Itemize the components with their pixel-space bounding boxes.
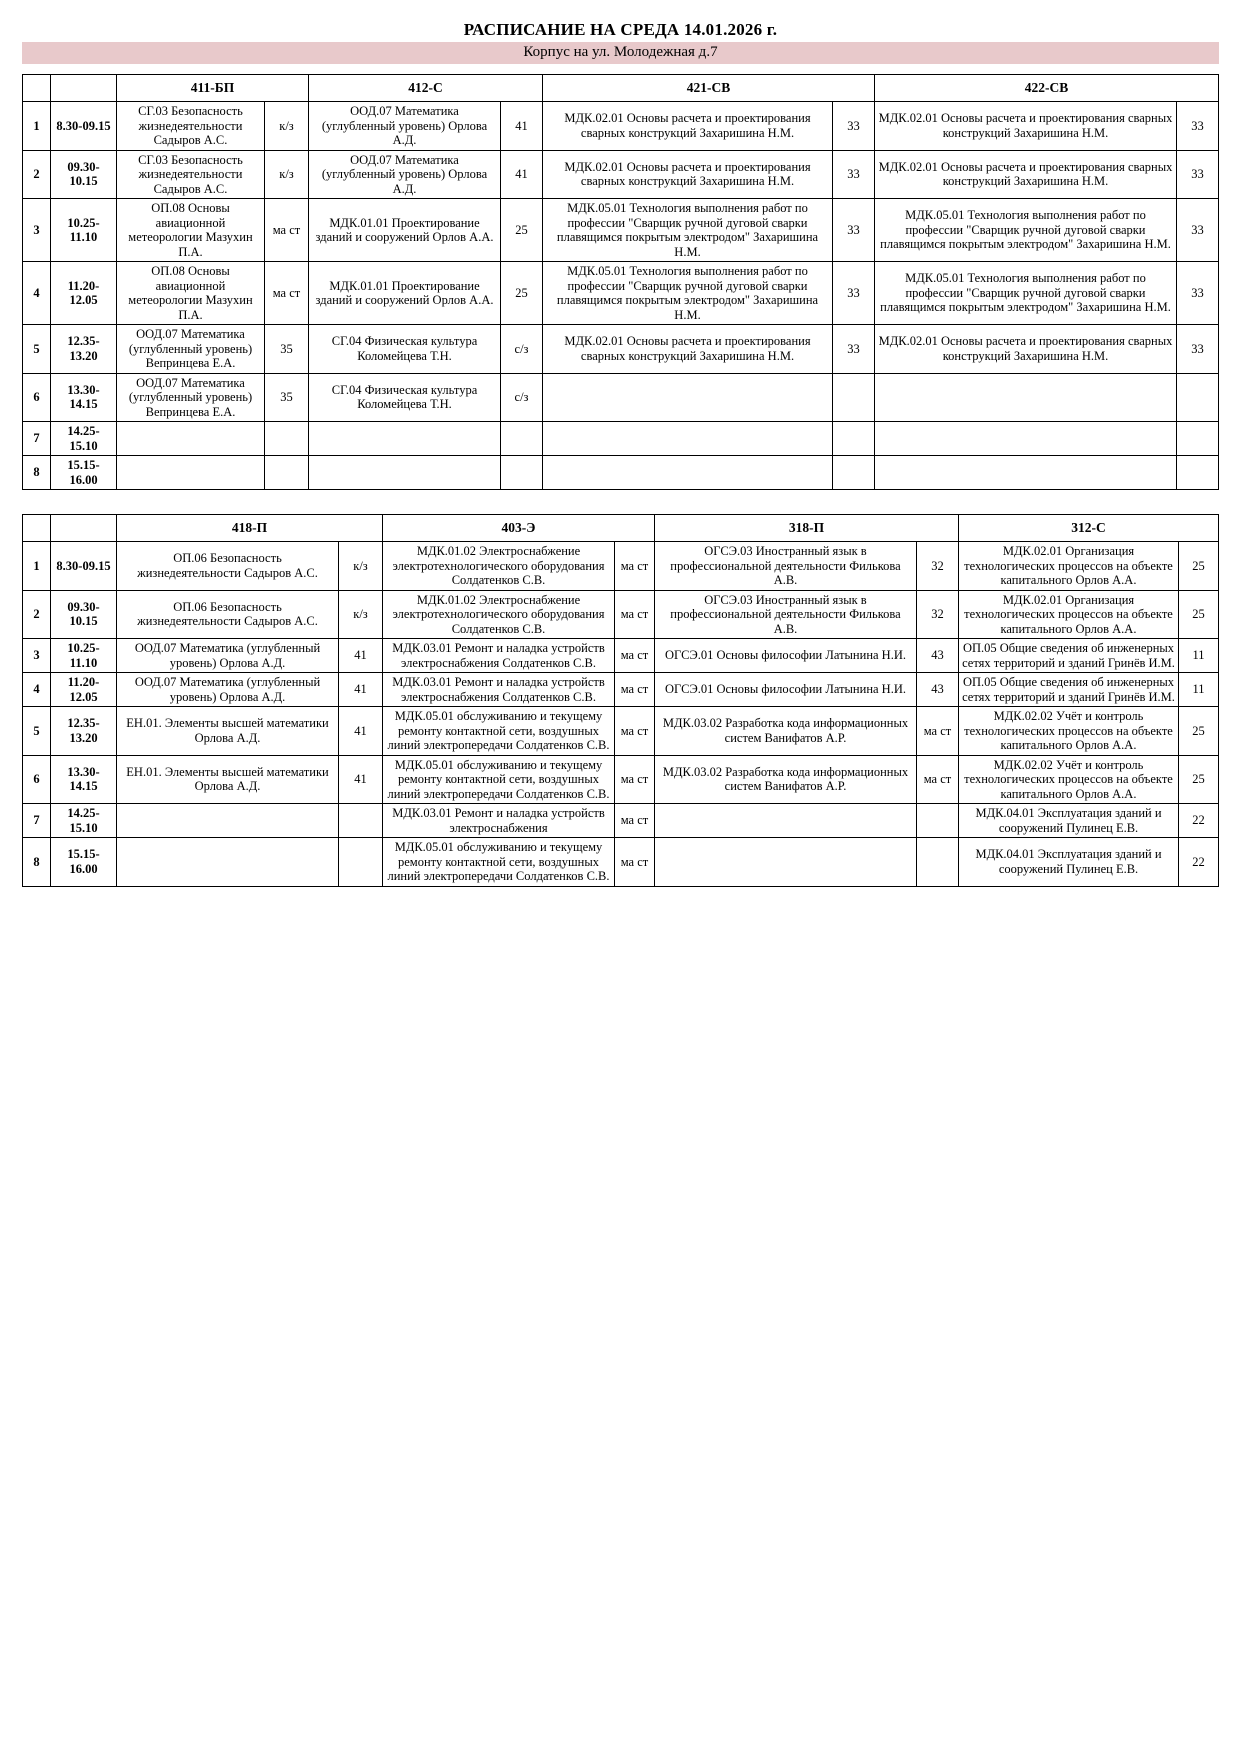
lesson-number: 4 xyxy=(23,673,51,707)
lesson-number: 2 xyxy=(23,150,51,199)
room-cell xyxy=(917,804,959,838)
lesson-number: 3 xyxy=(23,199,51,262)
room-cell: 41 xyxy=(501,102,543,151)
lesson-cell: ЕН.01. Элементы высшей математики Орлова А.Д. xyxy=(117,707,339,756)
lesson-cell: МДК.02.01 Организация технологических процессов на объекте капитального Орлов А.А. xyxy=(959,590,1179,639)
room-cell: 25 xyxy=(501,199,543,262)
room-cell: 32 xyxy=(917,542,959,591)
lesson-time: 15.15-16.00 xyxy=(51,456,117,490)
lesson-cell: МДК.01.01 Проектирование зданий и сооружений Орлов А.А. xyxy=(309,199,501,262)
lesson-time: 14.25-15.10 xyxy=(51,804,117,838)
lesson-cell: МДК.03.01 Ремонт и наладка устройств электроснабжения xyxy=(383,804,615,838)
lesson-cell: МДК.02.01 Основы расчета и проектирования сварных конструкций Захаришина Н.М. xyxy=(875,150,1177,199)
room-cell: 33 xyxy=(833,262,875,325)
lesson-time: 09.30-10.15 xyxy=(51,590,117,639)
lesson-cell: СГ.04 Физическая культура Коломейцева Т.Н. xyxy=(309,325,501,374)
lesson-cell: ОП.08 Основы авиационной метеорологии Мазухин П.А. xyxy=(117,199,265,262)
lesson-number: 8 xyxy=(23,838,51,887)
lesson-cell: МДК.02.01 Основы расчета и проектирования сварных конструкций Захаришина Н.М. xyxy=(543,102,833,151)
lesson-cell: ОГСЭ.01 Основы философии Латынина Н.И. xyxy=(655,639,917,673)
lesson-cell: МДК.05.01 обслуживанию и текущему ремонту контактной сети, воздушных линий электропередачи Солдатенков С.В. xyxy=(383,838,615,887)
lesson-time: 12.35-13.20 xyxy=(51,707,117,756)
room-cell: ма ст xyxy=(615,838,655,887)
room-cell xyxy=(833,456,875,490)
lesson-time: 13.30-14.15 xyxy=(51,755,117,804)
lesson-time: 8.30-09.15 xyxy=(51,102,117,151)
room-cell xyxy=(917,838,959,887)
lesson-cell: МДК.05.01 обслуживанию и текущему ремонту контактной сети, воздушных линий электропередачи Солдатенков С.В. xyxy=(383,755,615,804)
room-cell: 35 xyxy=(265,373,309,422)
group-header: 418-П xyxy=(117,515,383,542)
lesson-cell: ООД.07 Математика (углубленный уровень) Вепринцева Е.А. xyxy=(117,373,265,422)
lesson-cell xyxy=(117,422,265,456)
room-cell: ма ст xyxy=(917,707,959,756)
lesson-cell: СГ.03 Безопасность жизнедеятельности Садыров А.С. xyxy=(117,102,265,151)
room-cell: 32 xyxy=(917,590,959,639)
table-row xyxy=(23,838,1219,887)
room-cell: 25 xyxy=(1179,707,1219,756)
room-cell: ма ст xyxy=(265,262,309,325)
room-cell: 11 xyxy=(1179,639,1219,673)
lesson-cell: МДК.02.01 Основы расчета и проектирования сварных конструкций Захаришина Н.М. xyxy=(875,325,1177,374)
room-cell: 41 xyxy=(339,755,383,804)
room-cell: ма ст xyxy=(265,199,309,262)
room-cell: 33 xyxy=(1177,325,1219,374)
room-cell xyxy=(501,456,543,490)
lesson-cell: МДК.05.01 обслуживанию и текущему ремонту контактной сети, воздушных линий электропередачи Солдатенков С.В. xyxy=(383,707,615,756)
lesson-cell: МДК.03.01 Ремонт и наладка устройств электроснабжения Солдатенков С.В. xyxy=(383,673,615,707)
room-cell xyxy=(339,838,383,887)
lesson-cell: МДК.03.02 Разработка кода информационных систем Ванифатов А.Р. xyxy=(655,707,917,756)
room-cell xyxy=(1177,456,1219,490)
lesson-cell: МДК.02.02 Учёт и контроль технологических процессов на объекте капитального Орлов А.А. xyxy=(959,755,1179,804)
table-row xyxy=(23,755,1219,804)
lesson-cell: ОГСЭ.03 Иностранный язык в профессиональной деятельности Филькова А.В. xyxy=(655,590,917,639)
room-cell xyxy=(833,422,875,456)
room-cell xyxy=(501,422,543,456)
table-row xyxy=(23,102,1219,151)
lesson-cell: МДК.02.01 Основы расчета и проектирования сварных конструкций Захаришина Н.М. xyxy=(543,325,833,374)
lesson-cell: ОП.05 Общие сведения об инженерных сетях территорий и зданий Гринёв И.М. xyxy=(959,673,1179,707)
lesson-time: 15.15-16.00 xyxy=(51,838,117,887)
lesson-cell: МДК.05.01 Технология выполнения работ по профессии "Сварщик ручной дуговой сварки плавящимся покрытым электродом" Захаришина Н.М. xyxy=(543,199,833,262)
lesson-cell: МДК.05.01 Технология выполнения работ по профессии "Сварщик ручной дуговой сварки плавящимся покрытым электродом" Захаришина Н.М. xyxy=(875,199,1177,262)
table-row xyxy=(23,707,1219,756)
lesson-cell: ООД.07 Математика (углубленный уровень) Орлова А.Д. xyxy=(309,150,501,199)
room-cell: 33 xyxy=(833,150,875,199)
lesson-number: 4 xyxy=(23,262,51,325)
lesson-cell: ЕН.01. Элементы высшей математики Орлова А.Д. xyxy=(117,755,339,804)
lesson-cell: МДК.02.01 Основы расчета и проектирования сварных конструкций Захаришина Н.М. xyxy=(875,102,1177,151)
lesson-time: 11.20-12.05 xyxy=(51,673,117,707)
room-cell: 25 xyxy=(1179,590,1219,639)
room-cell: 43 xyxy=(917,639,959,673)
header-num xyxy=(23,75,51,102)
room-cell: 33 xyxy=(1177,199,1219,262)
lesson-time: 8.30-09.15 xyxy=(51,542,117,591)
header-num xyxy=(23,515,51,542)
header-time xyxy=(51,75,117,102)
lesson-cell: ОП.08 Основы авиационной метеорологии Мазухин П.А. xyxy=(117,262,265,325)
table-row xyxy=(23,804,1219,838)
lesson-number: 7 xyxy=(23,422,51,456)
room-cell: с/з xyxy=(501,373,543,422)
lesson-number: 2 xyxy=(23,590,51,639)
room-cell: ма ст xyxy=(615,590,655,639)
room-cell: к/з xyxy=(339,542,383,591)
room-cell xyxy=(1177,373,1219,422)
table-row xyxy=(23,542,1219,591)
table-row xyxy=(23,456,1219,490)
table-body xyxy=(23,542,1219,887)
table-row xyxy=(23,639,1219,673)
header-time xyxy=(51,515,117,542)
schedule-table-1 xyxy=(22,74,1219,490)
room-cell: с/з xyxy=(501,325,543,374)
schedule-table-2 xyxy=(22,514,1219,887)
group-header: 421-СВ xyxy=(543,75,875,102)
table-row xyxy=(23,325,1219,374)
lesson-number: 1 xyxy=(23,102,51,151)
lesson-cell: МДК.05.01 Технология выполнения работ по профессии "Сварщик ручной дуговой сварки плавящимся покрытым электродом" Захаришина Н.М. xyxy=(543,262,833,325)
lesson-cell: ОГСЭ.03 Иностранный язык в профессиональной деятельности Филькова А.В. xyxy=(655,542,917,591)
room-cell: 33 xyxy=(833,325,875,374)
room-cell: 41 xyxy=(501,150,543,199)
room-cell: 33 xyxy=(1177,150,1219,199)
lesson-cell xyxy=(543,456,833,490)
room-cell: 22 xyxy=(1179,838,1219,887)
lesson-cell xyxy=(655,838,917,887)
group-header: 411-БП xyxy=(117,75,309,102)
lesson-number: 7 xyxy=(23,804,51,838)
lesson-cell xyxy=(117,456,265,490)
room-cell xyxy=(265,456,309,490)
room-cell: к/з xyxy=(339,590,383,639)
room-cell: 33 xyxy=(833,199,875,262)
lesson-cell: ОП.06 Безопасность жизнедеятельности Садыров А.С. xyxy=(117,590,339,639)
room-cell: 25 xyxy=(1179,542,1219,591)
group-header: 422-СВ xyxy=(875,75,1219,102)
room-cell: 35 xyxy=(265,325,309,374)
room-cell: 33 xyxy=(833,102,875,151)
lesson-cell: МДК.01.02 Электроснабжение электротехнологического оборудования Солдатенков С.В. xyxy=(383,542,615,591)
lesson-cell: МДК.04.01 Эксплуатация зданий и сооружений Пулинец Е.В. xyxy=(959,804,1179,838)
group-header: 318-П xyxy=(655,515,959,542)
room-cell: 41 xyxy=(339,673,383,707)
lesson-cell: МДК.02.01 Основы расчета и проектирования сварных конструкций Захаришина Н.М. xyxy=(543,150,833,199)
lesson-cell: МДК.04.01 Эксплуатация зданий и сооружений Пулинец Е.В. xyxy=(959,838,1179,887)
lesson-cell: МДК.02.02 Учёт и контроль технологических процессов на объекте капитального Орлов А.А. xyxy=(959,707,1179,756)
room-cell: 43 xyxy=(917,673,959,707)
room-cell xyxy=(339,804,383,838)
room-cell: ма ст xyxy=(615,707,655,756)
lesson-time: 13.30-14.15 xyxy=(51,373,117,422)
lesson-cell: СГ.04 Физическая культура Коломейцева Т.Н. xyxy=(309,373,501,422)
page-title: РАСПИСАНИЕ НА СРЕДА 14.01.2026 г. xyxy=(463,20,778,39)
lesson-cell: ОГСЭ.01 Основы философии Латынина Н.И. xyxy=(655,673,917,707)
room-cell: ма ст xyxy=(615,542,655,591)
lesson-cell: ООД.07 Математика (углубленный уровень) Орлова А.Д. xyxy=(117,673,339,707)
table-row xyxy=(23,373,1219,422)
lesson-cell: МДК.03.02 Разработка кода информационных систем Ванифатов А.Р. xyxy=(655,755,917,804)
table-row xyxy=(23,422,1219,456)
lesson-cell: СГ.03 Безопасность жизнедеятельности Садыров А.С. xyxy=(117,150,265,199)
table-row xyxy=(23,673,1219,707)
room-cell: ма ст xyxy=(615,755,655,804)
lesson-time: 10.25-11.10 xyxy=(51,199,117,262)
lesson-cell: ООД.07 Математика (углубленный уровень) Орлова А.Д. xyxy=(309,102,501,151)
room-cell: 25 xyxy=(1179,755,1219,804)
table-header-row xyxy=(23,515,1219,542)
table-header-row xyxy=(23,75,1219,102)
lesson-cell: ООД.07 Математика (углубленный уровень) Вепринцева Е.А. xyxy=(117,325,265,374)
table-row xyxy=(23,150,1219,199)
lesson-cell: ООД.07 Математика (углубленный уровень) Орлова А.Д. xyxy=(117,639,339,673)
table-body xyxy=(23,102,1219,490)
lesson-cell xyxy=(655,804,917,838)
lesson-cell xyxy=(543,373,833,422)
room-cell: 22 xyxy=(1179,804,1219,838)
room-cell: ма ст xyxy=(917,755,959,804)
lesson-cell: МДК.05.01 Технология выполнения работ по профессии "Сварщик ручной дуговой сварки плавящимся покрытым электродом" Захаришина Н.М. xyxy=(875,262,1177,325)
room-cell: 33 xyxy=(1177,102,1219,151)
lesson-number: 8 xyxy=(23,456,51,490)
lesson-cell: МДК.01.02 Электроснабжение электротехнологического оборудования Солдатенков С.В. xyxy=(383,590,615,639)
table-row xyxy=(23,262,1219,325)
lesson-cell xyxy=(309,456,501,490)
lesson-number: 6 xyxy=(23,373,51,422)
room-cell: 41 xyxy=(339,707,383,756)
room-cell: 33 xyxy=(1177,262,1219,325)
room-cell xyxy=(833,373,875,422)
group-header: 403-Э xyxy=(383,515,655,542)
lesson-number: 3 xyxy=(23,639,51,673)
lesson-cell xyxy=(543,422,833,456)
building-subtitle: Корпус на ул. Молодежная д.7 xyxy=(22,42,1219,64)
table-row xyxy=(23,590,1219,639)
lesson-cell: МДК.01.01 Проектирование зданий и сооружений Орлов А.А. xyxy=(309,262,501,325)
table-row xyxy=(23,199,1219,262)
lesson-cell xyxy=(875,456,1177,490)
lesson-time: 12.35-13.20 xyxy=(51,325,117,374)
room-cell: 25 xyxy=(501,262,543,325)
lesson-cell: МДК.02.01 Организация технологических процессов на объекте капитального Орлов А.А. xyxy=(959,542,1179,591)
lesson-time: 14.25-15.10 xyxy=(51,422,117,456)
lesson-cell: ОП.06 Безопасность жизнедеятельности Садыров А.С. xyxy=(117,542,339,591)
lesson-cell xyxy=(117,838,339,887)
lesson-cell xyxy=(875,422,1177,456)
lesson-cell: ОП.05 Общие сведения об инженерных сетях территорий и зданий Гринёв И.М. xyxy=(959,639,1179,673)
lesson-number: 5 xyxy=(23,325,51,374)
lesson-time: 10.25-11.10 xyxy=(51,639,117,673)
room-cell: 11 xyxy=(1179,673,1219,707)
lesson-time: 09.30-10.15 xyxy=(51,150,117,199)
lesson-cell xyxy=(117,804,339,838)
room-cell: к/з xyxy=(265,150,309,199)
lesson-number: 1 xyxy=(23,542,51,591)
lesson-number: 6 xyxy=(23,755,51,804)
lesson-cell xyxy=(875,373,1177,422)
group-header: 312-С xyxy=(959,515,1219,542)
room-cell: 41 xyxy=(339,639,383,673)
room-cell: ма ст xyxy=(615,673,655,707)
room-cell: к/з xyxy=(265,102,309,151)
room-cell: ма ст xyxy=(615,639,655,673)
room-cell xyxy=(1177,422,1219,456)
lesson-cell: МДК.03.01 Ремонт и наладка устройств электроснабжения Солдатенков С.В. xyxy=(383,639,615,673)
lesson-time: 11.20-12.05 xyxy=(51,262,117,325)
lesson-cell xyxy=(309,422,501,456)
lesson-number: 5 xyxy=(23,707,51,756)
room-cell: ма ст xyxy=(615,804,655,838)
group-header: 412-С xyxy=(309,75,543,102)
room-cell xyxy=(265,422,309,456)
